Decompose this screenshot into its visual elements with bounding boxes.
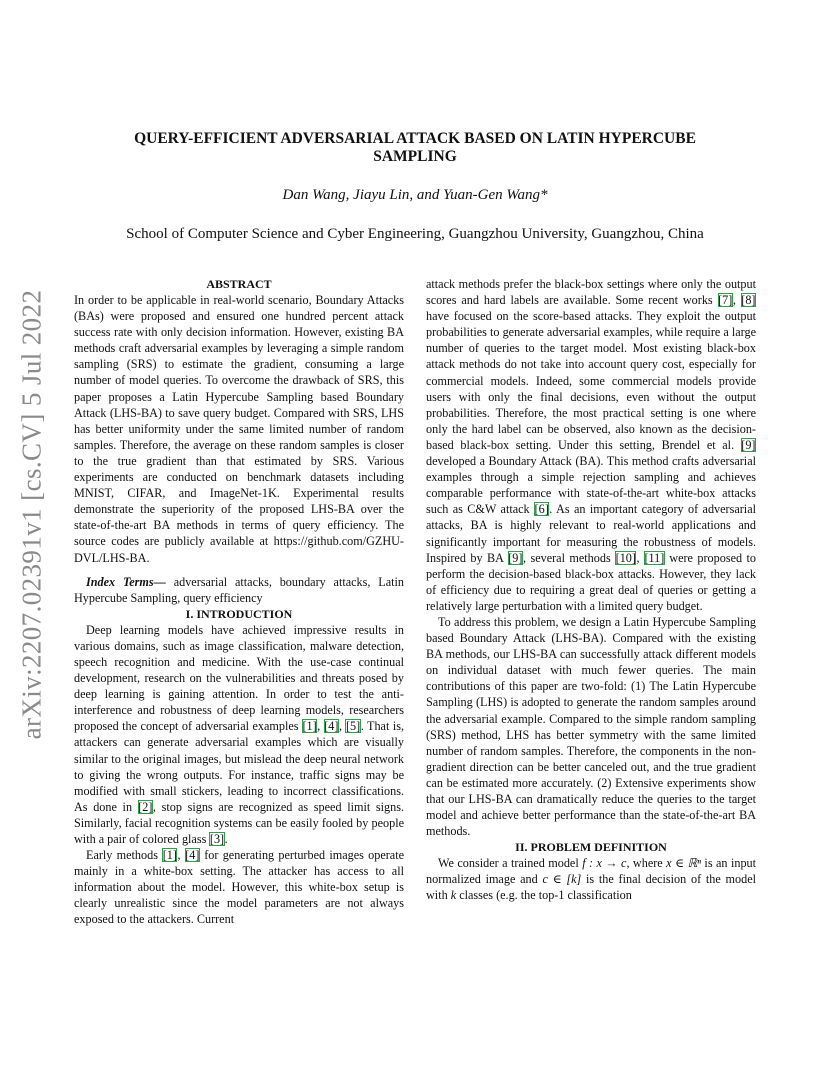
text-run: Deep learning models have achieved impressive results in various domains, such as image classification, malware detection, speech recognition and medicine. With the use-case continual development, research on the vulnerabilities and threats posed by deep learning is gaining attention. In order to test the anti-interference and robustness of deep learning models, researchers proposed the concept of adversarial examples [74,622,404,734]
citation-link[interactable]: [9] [508,550,523,565]
index-terms [74,574,404,606]
text-run: . As an important category of adversarial attacks, BA is highly relevant to real-world applications and significantly important for measuring the robustness of models. Inspired by BA [426,502,756,565]
citation-link[interactable]: [9] [741,437,756,452]
text-run: , where [626,856,667,871]
intro-paragraph-1 [74,622,404,847]
text-run: , [338,719,346,734]
intro-paragraph-3 [426,276,756,614]
text-run: , several methods [522,550,616,565]
arxiv-identifier: arXiv:2207.02391v1 [cs.CV] 5 Jul 2022 [16,289,47,739]
citation-link[interactable]: [1] [302,719,317,734]
citation-link[interactable]: [5] [345,719,361,734]
math-decision-set: c ∈ [k] [542,872,582,887]
text-run: developed a Boundary Attack (BA). This method crafts adversarial examples through a simple rejection sampling and achieves comparable performance with state-of-the-art white-box attacks such as C&W attack [426,454,756,517]
citation-link[interactable]: [8] [741,293,756,308]
text-run: for generating perturbed images operate mainly in a white-box setting. The attacker has access to all information about the model. However, this white-box setup is clearly unrealistic since the model parameters are not always exposed to the attackers. Current [74,848,404,927]
arxiv-sidebar-stamp [6,286,58,742]
abstract-heading: ABSTRACT [206,277,272,291]
intro-paragraph-2 [74,847,404,927]
index-terms-label: Index Terms— [86,574,166,589]
text-run: , [317,719,324,734]
citation-link[interactable]: [3] [209,832,225,846]
affiliation: School of Computer Science and Cyber Engineering, Guangzhou University, Guangzhou, China [126,226,704,242]
text-run: have focused on the score-based attacks. They exploit the output probabilities to generate adversarial examples, while require a large number of queries to the target model. Most existing black-box attack methods do not take into account query cost, especially for commercial models. Indeed, some commercial models provide users with only the final decisions, even without the output probabilities. Therefore, the most practical setting is one where only the hard label can be observed, also known as the decision-based black-box setting. Under this setting, Brendel et al. [426,309,756,452]
citation-link[interactable]: [11] [644,550,665,565]
text-run: , [177,848,185,863]
text-run: , stop signs are recognized as speed limit signs. Similarly, facial recognition systems can be easily fooled by people with a pair of colored glass [74,799,404,846]
text-run: We consider a trained model [438,856,583,871]
title-line-1: QUERY-EFFICIENT ADVERSARIAL ATTACK BASED ON LATIN HYPERCUBE [134,130,696,147]
problem-definition-heading: II. PROBLEM DEFINITION [515,840,667,855]
problem-paragraph-1 [426,855,756,903]
paper-title [90,130,740,166]
text-run: . [224,832,228,846]
text-run: attack methods prefer the black-box settings where only the output scores and hard labels are available. Some recent works [426,277,756,308]
text-run: , [732,293,741,308]
math-model-mapping: f : x → c [582,856,627,871]
citation-link[interactable]: [10] [615,550,636,565]
title-line-2: SAMPLING [373,148,457,165]
right-column [426,276,756,904]
introduction-heading: I. INTRODUCTION [185,606,293,621]
citation-link[interactable]: [1] [162,848,177,863]
text-run: , [636,550,644,565]
citation-link[interactable]: [4] [324,719,339,734]
intro-paragraph-4: To address this problem, we design a Latin Hypercube Sampling based Boundary Attack (LHS-BA). Compared with the existing BA methods, our LHS-BA can successfully attack different models on individual dataset with much fewer queries. The main contributions of this paper are two-fold: (1) The Latin Hypercube Sampling (LHS) is adopted to generate the random samples around the adversarial example. Compared to the simple random sampling (SRS) method, LHS has better symmetry with the same limited number of random samples. Therefore, the components in the non-gradient direction can be better canceled out, and the true gradient can be estimated more accurately. (2) Extensive experiments show that our LHS-BA can dramatically reduce the queries to the target model and achieve better performance than the state-of-the-art BA methods. [426,614,756,839]
index-terms-text: adversarial attacks, boundary attacks, Latin Hypercube Sampling, query efficiency [74,574,404,605]
abstract-body: In order to be applicable in real-world scenario, Boundary Attacks (BAs) were proposed and ensured one hundred percent attack success rate with only decision information. However, existing BA methods craft adversarial examples by leveraging a simple random sampling (SRS) to estimate the gradient, consuming a large number of model queries. To overcome the drawback of SRS, this paper proposes a Latin Hypercube Sampling based Boundary Attack (LHS-BA) to save query budget. Compared with SRS, LHS has better uniformity under the same limited number of random samples. Therefore, the average on these random samples is closer to the true gradient than that estimated by SRS. Various experiments are conducted on benchmark datasets including MNIST, CIFAR, and ImageNet-1K. Experimental results demonstrate the superiority of the proposed LHS-BA over the state-of-the-art BA methods in terms of query efficiency. The source codes are publicly available at https://github.com/GZHU-DVL/LHS-BA. [74,293,404,565]
text-run: is an input normalized image and [426,856,757,887]
math-class-count: k [450,888,457,903]
text-run: were proposed to perform the decision-based black-box attacks. However, they lack of efficiency due to requiring a great deal of queries or getting a relatively large perturbation with a limited query budget. [426,550,757,613]
text-run: Early methods [86,848,163,863]
left-column [74,276,404,928]
text-run: is the final decision of the model with [426,872,756,903]
citation-link[interactable]: [6] [534,502,549,517]
citation-link[interactable]: [4] [185,848,200,863]
math-input-domain: x ∈ ℝⁿ [666,856,701,871]
author-list: Dan Wang, Jiayu Lin, and Yuan-Gen Wang* [282,187,548,203]
text-run: . That is, attackers can generate adversarial examples which are visually similar to the original images, but mislead the deep neural network to giving the wrong outputs. For instance, traffic signs may be modified with small stickers, leading to incorrect classifications. As done in [74,719,404,814]
citation-link[interactable]: [7] [718,293,733,308]
text-run: classes (e.g. the top-1 classification [456,888,632,903]
citation-link[interactable]: [2] [138,799,153,814]
